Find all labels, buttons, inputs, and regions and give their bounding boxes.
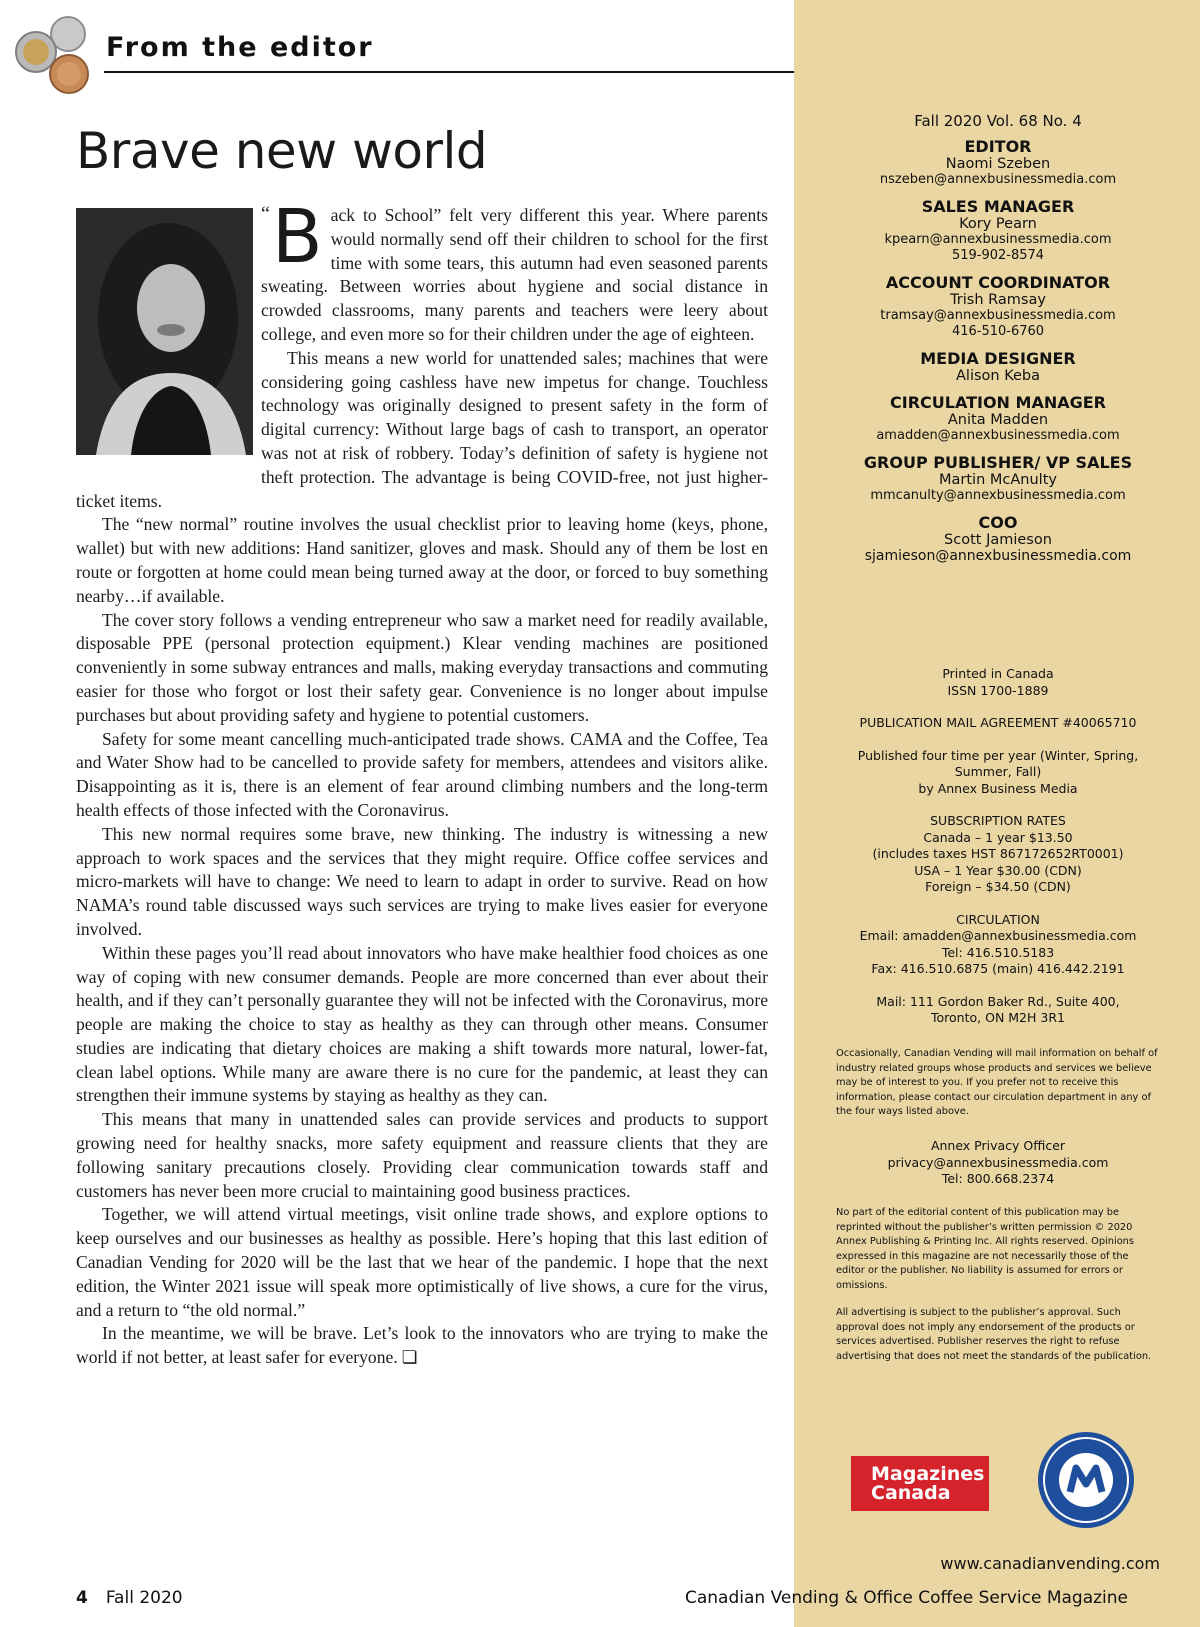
mailing-notice: Occasionally, Canadian Vending will mail information on behalf of industry related groups whose products and services we believe may be of interest to you. If you prefer not to receive this information, please contact our circulation department in any of the four ways listed above.: [836, 1048, 1158, 1117]
printed-info: Printed in Canada ISSN 1700-1889: [942, 666, 1054, 698]
article-paragraph: The “new normal” routine involves the usual checklist prior to leaving home (keys, phone, wallet) but with new additions: Hand sanitizer, gloves and mask. Should any of them be lost en route or forgotten at home could mean being turned away at the door, or forced to buy something nearby…if available.: [76, 514, 768, 606]
article-paragraph: This new normal requires some brave, new thinking. The industry is witnessing a new approach to work spaces and the services that they might require. Office coffee services and micro-markets will have to change: We need to learn to adapt in order to survive. Read on how NAMA’s round table discussed ways such services are trying to make lives easier for everyone involved.: [76, 823, 768, 939]
page-number: 4: [76, 1588, 88, 1608]
publication-info: [826, 666, 1170, 1043]
staff-coo: COO Scott Jamieson sjamieson@annexbusinessmedia.com: [864, 513, 1132, 564]
article-paragraph: The cover story follows a vending entrepreneur who saw a market need for readily available, disposable PPE (personal protection equipment.) Klear vending machines are positioned conveniently in some subway entrances and malls, making everyday transactions and commuting easier for those who forgot or lost their safety gear. Convenience is no longer about impulse purchases but about providing safety and hygiene to potential customers.: [76, 609, 768, 725]
coins-icon: [6, 10, 96, 100]
article-paragraph: Together, we will attend virtual meetings, visit online trade shows, and explore options to keep ourselves and our businesses as healthy as possible. Here’s hoping that this last edition of Canadian Vending for 2020 will be the last that we hear of the pandemic. I hope that the next edition, the Winter 2021 issue will speak more optimistically of live shows, a cure for the virus, and a return to “the old normal.”: [76, 1204, 768, 1320]
masthead: [826, 112, 1170, 574]
article-paragraph: “ B ack to School” felt very different this year. Where parents would normally send off their children to school for the first time with some tears, this autumn had even seasoned parents sweating. Between worries about hygiene and social distance in crowded classrooms, many parents and teachers were leery about college, and even more so for their children under the age of eighteen.: [261, 194, 768, 344]
ccab-seal-icon: [1036, 1430, 1136, 1530]
article-paragraph: This means that many in unattended sales can provide services and products to support growing need for healthy snacks, more safety equipment and reassure clients that they are following sanitary precautions closely. Providing clear communication towards staff and customers has never been more crucial to maintaining good business practices.: [76, 1109, 768, 1201]
section-label: From the editor: [106, 32, 374, 63]
staff-circulation-manager: CIRCULATION MANAGER Anita Madden amadden@annexbusinessmedia.com: [876, 393, 1120, 443]
article-paragraph: In the meantime, we will be brave. Let’s look to the innovators who are trying to make the world if not better, at least safer for everyone. ❏: [76, 1323, 768, 1368]
header-divider: [104, 71, 794, 73]
folio: [76, 1588, 183, 1608]
article-paragraph: This means a new world for unattended sales; machines that were considering going cashless have new impetus for change. Touchless technology was originally designed to present safety in the form of digital currency: Without large bags of cash to transport, an operator was not at risk of robbery. Today’s definition of safety is hygiene not theft protection. The advantage is being COVID-free, not just higher-ticket items.: [76, 347, 768, 511]
article-paragraph: Safety for some meant cancelling much-anticipated trade shows. CAMA and the Coffee, Tea and Water Show had to be cancelled to provide safety for members, attendees and visitors alike. Disappointing as it is, there is an element of fear around climbing numbers and the long-term health effects of those infected with the Coronavirus.: [76, 728, 768, 820]
footer-issue: Fall 2020: [105, 1588, 183, 1608]
advertising-notice: All advertising is subject to the publisher’s approval. Such approval does not imply any endorsement of the products or services advertised. Publisher reserves the right to refuse advertising that does not meet the standards of the publication.: [836, 1307, 1152, 1362]
dropcap: B: [271, 194, 323, 280]
website-link[interactable]: www.canadianvending.com: [940, 1554, 1160, 1573]
staff-sales-manager: SALES MANAGER Kory Pearn kpearn@annexbusinessmedia.com 519-902-8574: [884, 197, 1112, 263]
issue-info: Fall 2020 Vol. 68 No. 4: [914, 112, 1082, 130]
mail-agreement: PUBLICATION MAIL AGREEMENT #40065710: [859, 715, 1137, 730]
magazines-canada-logo: Magazines Canada: [851, 1456, 989, 1511]
staff-editor: EDITOR Naomi Szeben nszeben@annexbusinessmedia.com: [879, 137, 1117, 187]
article-body: [76, 194, 768, 1370]
publication-name: Canadian Vending & Office Coffee Service Magazine: [684, 1588, 1128, 1608]
end-mark-icon: ❏: [401, 1347, 418, 1368]
staff-media-designer: MEDIA DESIGNER Alison Keba: [920, 349, 1076, 384]
publishing-frequency: Published four time per year (Winter, Spring, Summer, Fall) by Annex Business Media: [857, 747, 1139, 796]
article-paragraph: Within these pages you’ll read about innovators who have make healthier food choices as one way of coping with new consumer demands. People are more concerned than ever about their health, and if they can’t personally guarantee they will not be infected with the Coronavirus, more people are making the choice to stay as healthy as they can through other means. Consumer studies are indicating that dietary choices are making a shift towards more natural, lower-fat, clean label options. While many are aware there is no cure for the pandemic, at least they can strengthen their immune systems by staying as healthy as they can.: [76, 942, 768, 1106]
copyright-notice: No part of the editorial content of this publication may be reprinted without the publisher’s written permission © 2020 Annex Publishing & Printing Inc. All rights reserved. Opinions expressed in this magazine are not necessarily those of the editor or the publisher. No liability is assumed for errors or omissions.: [836, 1207, 1134, 1291]
mailing-address: Mail: 111 Gordon Baker Rd., Suite 400, Toronto, ON M2H 3R1: [876, 993, 1120, 1025]
staff-account-coordinator: ACCOUNT COORDINATOR Trish Ramsay tramsay@annexbusinessmedia.com 416-510-6760: [880, 273, 1116, 339]
staff-group-publisher: GROUP PUBLISHER/ VP SALES Martin McAnulty mmcanulty@annexbusinessmedia.com: [863, 453, 1133, 503]
headline: Brave new world: [76, 122, 488, 180]
opening-quote: “: [261, 203, 270, 225]
privacy-officer: Annex Privacy Officer privacy@annexbusinessmedia.com Tel: 800.668.2374: [887, 1138, 1109, 1186]
circulation-contact: CIRCULATION Email: amadden@annexbusinessmedia.com Tel: 416.510.5183 Fax: 416.510.6875 (main) 416.442.2191: [859, 911, 1137, 976]
subscription-rates: SUBSCRIPTION RATES Canada – 1 year $13.50 (includes taxes HST 867172652RT0001) USA – 1 Year $30.00 (CDN) Foreign – $34.50 (CDN): [872, 813, 1124, 894]
